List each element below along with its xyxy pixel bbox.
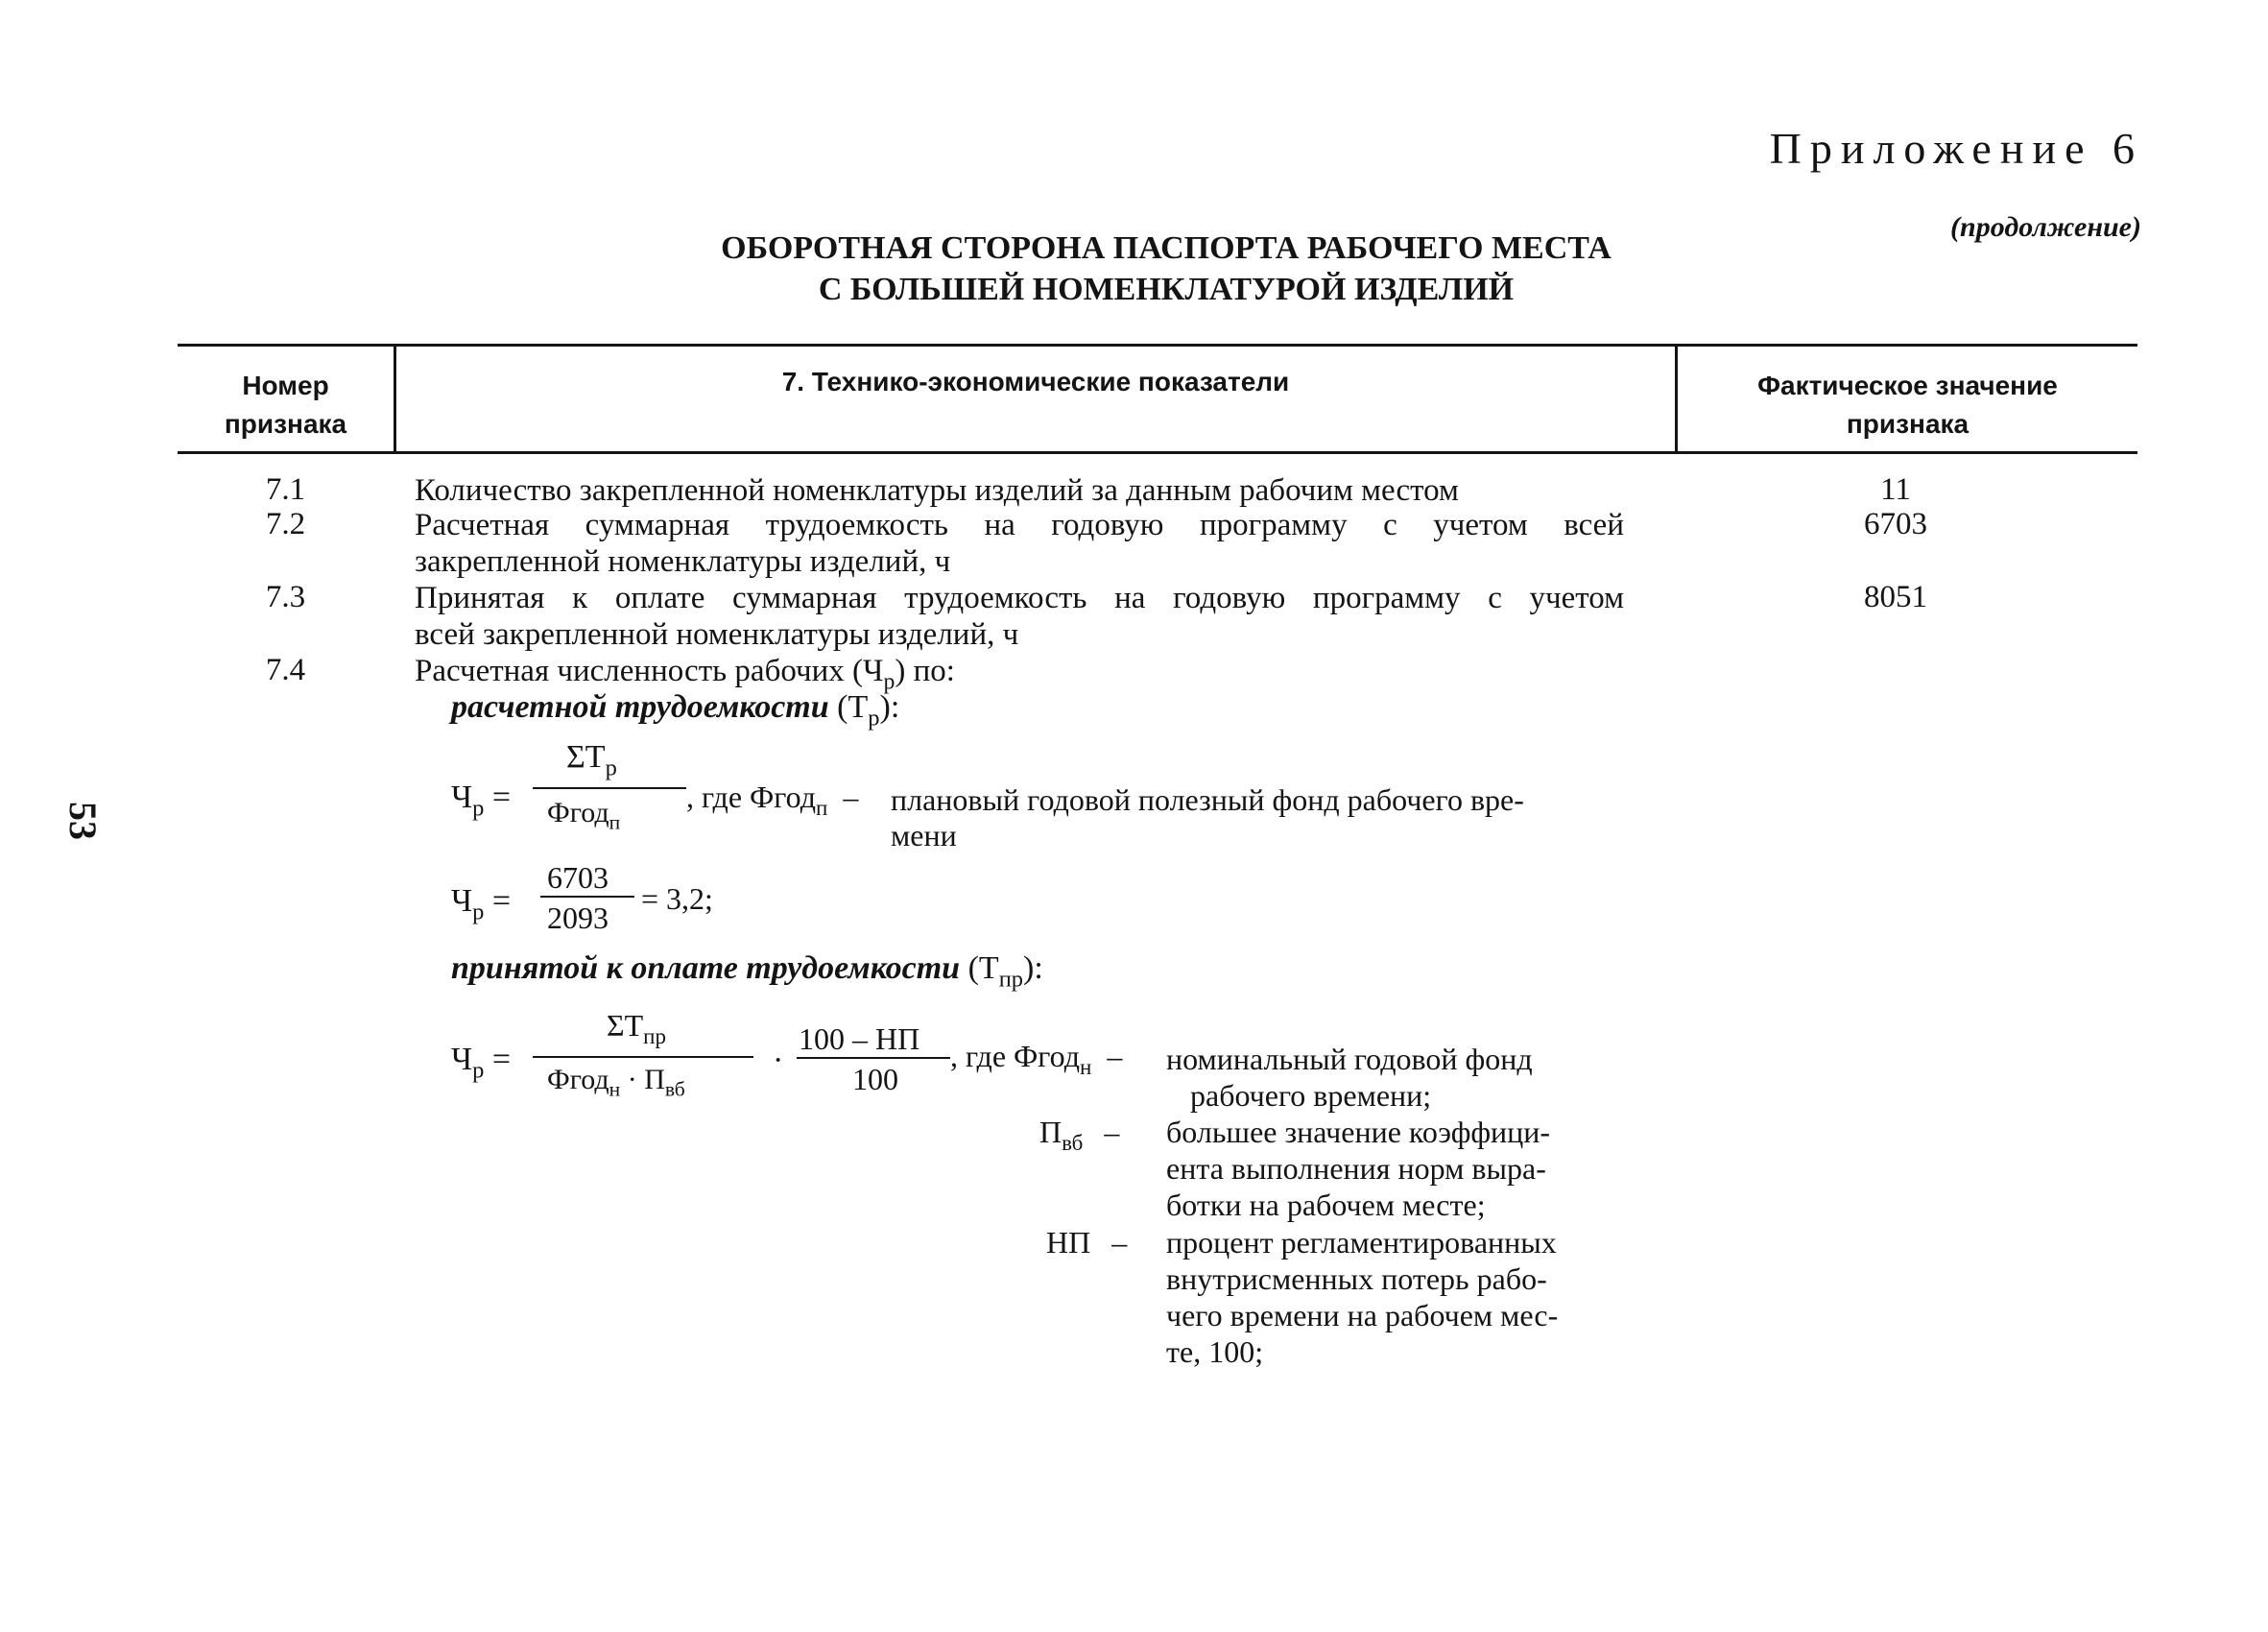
formula-1-where-text: , где Ф [686,780,775,814]
calc-labor-symbol-sub: р [868,705,880,732]
legend-line: внутрисменных потерь рабо- [1166,1261,1547,1296]
formula-3-lhs [451,1042,511,1085]
paid-labor-label: принятой к оплате трудоемкости $(Т_{пр})$: [451,950,1043,993]
row-number: 7.2 [265,507,306,541]
formula-1-lhs-sub: р [472,795,485,822]
legend-line: процент регламентированных [1166,1225,1557,1260]
formula-2-denominator: 2093 [547,900,609,935]
page-title-line1: ОБОРОТНАЯ СТОРОНА ПАСПОРТА РАБОЧЕГО МЕСТА [721,230,1611,266]
col-header-value-line2: признака [1846,409,1970,439]
row-text-line1: Расчетная суммарная трудоемкость на годовую программу с учетом всей [415,508,1624,542]
formula-3-eq: = [491,1042,512,1077]
formula-1-num-sym: ΣТ [566,739,606,775]
formula-3-where-text: , где Ф [950,1039,1039,1073]
legend-line: большее значение коэффици- [1166,1115,1551,1149]
formula-3-num-sub: пр [643,1023,667,1049]
formula-3-den-sym: Ф [547,1064,570,1095]
formula-2-fraction-bar [540,896,634,898]
row-value: 6703 [1864,507,1927,541]
formula-2-eq: = [491,883,512,919]
calc-labor-tail: : [890,689,900,725]
formula-3-where-mid: год [1038,1039,1080,1073]
legend-dash: – [1104,1115,1120,1149]
formula-3-where [950,1039,1122,1080]
formula-1-fraction-bar [533,787,686,789]
formula-1-where [686,780,858,821]
row-text-line2: закрепленной номенклатуры изделий, ч [415,544,951,579]
table-header-rule [178,451,2137,454]
formula-3-num-sym: ΣТ [607,1008,644,1043]
symbol-ch-sub: р [883,669,895,695]
row-text [415,507,1624,580]
col-header-number-line1: Номер [242,371,329,400]
row-number: 7.4 [265,653,306,687]
formula-1-desc-line2: мени [891,818,957,852]
row-value: 8051 [1864,580,1927,614]
calc-labor-text: расчетной трудоемкости [451,689,829,725]
row-text: Количество закрепленной номенклатуры изделий за данным рабочим местом [415,473,1459,508]
calc-labor-label: расчетной трудоемкости $(Т_р)$: [451,689,900,732]
formula-3-where-sub: н [1079,1054,1092,1080]
formula-3-mult: · [773,1043,784,1078]
legend-symbol [1046,1224,1127,1260]
formula-2-lhs-sub: р [472,899,485,925]
formula-1-dash: – [843,780,859,814]
row-text-line2: всей закрепленной номенклатуры изделий, ч [415,617,1019,652]
formula-1-where-sub: п [815,795,828,821]
formula-2-lhs [451,883,511,926]
calc-labor-symbol: Т [848,689,869,725]
paid-labor-symbol: Т [978,950,999,986]
formula-3-fraction-bar [533,1056,753,1058]
table-top-rule [178,344,2137,347]
col-header-value-line1: Фактическое значение [1757,371,2058,400]
formula-3-denominator-2: 100 [852,1062,898,1096]
formula-1-den-sym: Ф [547,797,570,828]
formula-2-numerator: 6703 [547,860,609,895]
formula-3-den-dot: · П [620,1064,665,1095]
formula-2-lhs-sym: Ч [451,883,473,919]
formula-3-dash: – [1107,1039,1123,1073]
formula-3-lhs-sub: р [472,1057,485,1084]
legend-sym-sub: вб [1062,1130,1084,1156]
paid-labor-text: принятой к оплате трудоемкости [451,950,961,986]
appendix-label: Приложение 6 [1769,124,2143,173]
paid-labor-symbol-sub: пр [998,966,1024,993]
formula-1-eq: = [491,780,512,815]
page-title-line2: С БОЛЬШЕЙ НОМЕНКЛАТУРОЙ ИЗДЕЛИЙ [818,272,1515,307]
legend-line: те, 100; [1166,1334,1264,1369]
formula-1-lhs-sym: Ч [451,780,473,815]
legend-sym: НП [1046,1225,1091,1260]
col-header-number [178,367,394,444]
row-text-suffix: по: [905,654,955,688]
formula-1-denominator [547,797,620,835]
symbol-ch: Ч [863,654,884,688]
formula-3-lhs-sym: Ч [451,1042,473,1077]
formula-1-den-mid: год [569,797,609,828]
formula-1-lhs [451,780,511,823]
row-number: 7.3 [265,580,306,614]
row-text: Расчетная численность рабочих $(Ч_р)$ по: [415,654,955,695]
legend-sym: П [1039,1115,1062,1149]
row-text-line1: Принятая к оплате суммарная трудоемкость на годовую программу с учетом [415,581,1624,615]
formula-1-num-sub: р [605,755,617,781]
formula-3-denominator [547,1064,685,1102]
legend-line: ботки на рабочем месте; [1166,1188,1486,1222]
legend-symbol [1039,1114,1119,1161]
formula-3-den-mid: год [569,1064,609,1095]
legend-dash: – [1111,1225,1128,1260]
col-header-value [1678,367,2137,444]
continuation-label: (продолжение) [1950,211,2141,243]
row-number: 7.1 [265,472,306,507]
formula-1-desc-line1: плановый годовой полезный фонд рабочего вре- [891,782,1524,817]
formula-3-desc-line1: номинальный годовой фонд [1166,1042,1533,1076]
col-header-number-line2: признака [224,409,347,439]
formula-3-numerator-2: 100 – НП [799,1021,920,1056]
legend-line: чего времени на рабочем мес- [1166,1298,1559,1332]
formula-3-fraction-bar-2 [797,1057,950,1059]
formula-3-den-sub: н [609,1077,621,1101]
paid-labor-tail: : [1034,950,1043,986]
formula-1-den-sub: п [609,810,621,834]
page-number: 53 [61,802,105,840]
formula-3-numerator [607,1008,666,1049]
formula-1-numerator [566,739,617,782]
row-text [415,580,1624,653]
formula-2-result: = 3,2; [641,881,713,916]
formula-3-den-sub2: вб [664,1077,685,1101]
legend-line: ента выполнения норм выра- [1166,1151,1546,1186]
row-value: 11 [1880,472,1911,507]
formula-1-where-mid: год [774,780,816,814]
formula-3-desc-line2: рабочего времени; [1190,1078,1432,1113]
col-header-indicator: 7. Технико-экономические показатели [781,367,1290,396]
row-text-main: Расчетная численность рабочих [415,654,845,688]
